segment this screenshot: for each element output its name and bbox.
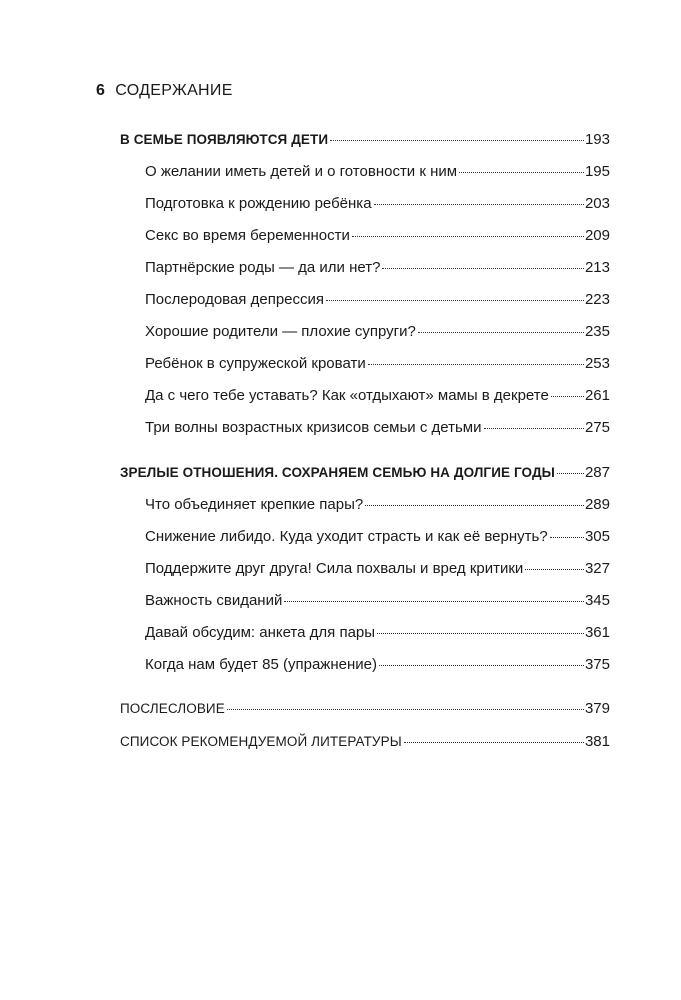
dot-leader [368,364,584,365]
toc-entry-title: Когда нам будет 85 (упражнение) [145,656,377,673]
toc-page-number: 253 [584,355,610,372]
toc-entry[interactable] [145,291,610,309]
toc-entry[interactable] [145,387,610,405]
toc-page-number: 327 [584,560,610,577]
toc-entry[interactable] [145,528,610,546]
toc-page-number: 209 [584,227,610,244]
toc-entry[interactable] [145,496,610,514]
toc-entry[interactable] [145,195,610,213]
dot-leader [557,473,584,474]
toc-entry-title: Секс во время беременности [145,227,350,244]
dot-leader [326,300,584,301]
toc-page-number: 361 [584,624,610,641]
toc-page-number: 345 [584,592,610,609]
toc-page-number: 223 [584,291,610,308]
toc-page-number: 375 [584,656,610,673]
toc-entry[interactable] [145,419,610,437]
toc-entry-title: СПИСОК РЕКОМЕНДУЕМОЙ ЛИТЕРАТУРЫ [120,734,402,749]
toc-entry[interactable] [145,624,610,642]
toc-page-number: 275 [584,419,610,436]
toc-entry[interactable] [145,560,610,578]
toc-entry-title: Три волны возрастных кризисов семьи с детьми [145,419,482,436]
toc-entry-title: ЗРЕЛЫЕ ОТНОШЕНИЯ. СОХРАНЯЕМ СЕМЬЮ НА ДОЛГИЕ ГОДЫ [120,465,555,480]
dot-leader [330,140,584,141]
toc-page-number: 305 [584,528,610,545]
toc-entry-title: О желании иметь детей и о готовности к ним [145,163,458,180]
toc-section-heading[interactable] [120,131,610,149]
dot-leader [551,396,584,397]
toc-page-number: 289 [584,496,610,513]
dot-leader [379,665,584,666]
toc-entry-title: Важность свиданий [145,592,283,609]
toc-entry-title: Поддержите друг друга! Сила похвалы и вред критики [145,560,524,577]
dot-leader [374,204,584,205]
toc-page-number: 193 [584,131,610,148]
toc-page-number: 213 [584,259,610,276]
dot-leader [484,428,584,429]
toc-entry[interactable] [145,163,610,181]
toc-entry[interactable] [145,656,610,674]
toc-entry-title: Ребёнок в супружеской кровати [145,355,366,372]
toc-entry-title: Да с чего тебе уставать? Как «отдыхают» мамы в декрете [145,387,549,404]
dot-leader [459,172,584,173]
dot-leader [377,633,584,634]
dot-leader [418,332,584,333]
dot-leader [550,537,584,538]
toc-entry[interactable] [145,323,610,341]
toc-page-number: 381 [584,733,610,750]
toc-entry-title: Хорошие родители — плохие супруги? [145,323,416,340]
page-title: СОДЕРЖАНИЕ [115,82,233,99]
dot-leader [382,268,584,269]
dot-leader [365,505,584,506]
toc-entry-title: Снижение либидо. Куда уходит страсть и как её вернуть? [145,528,548,545]
dot-leader [352,236,584,237]
toc-page-number: 379 [584,700,610,717]
page-number: 6 [96,82,106,99]
dot-leader [284,601,584,602]
toc-page-number: 203 [584,195,610,212]
toc-entry-title: Партнёрские роды — да или нет? [145,259,381,276]
toc-page-number: 287 [584,464,610,481]
toc-page-number: 195 [584,163,610,180]
toc-entry-title: Давай обсудим: анкета для пары [145,624,376,641]
toc-entry[interactable] [145,227,610,245]
toc-entry-title: Подготовка к рождению ребёнка [145,195,372,212]
toc-afterword[interactable] [120,700,610,718]
toc-entry-title: Послеродовая депрессия [145,291,325,308]
toc-entry-title: ПОСЛЕСЛОВИЕ [120,701,225,716]
dot-leader [404,742,584,743]
toc-page-number: 261 [584,387,610,404]
toc-bibliography[interactable] [120,733,610,751]
toc-entry-title: Что объединяет крепкие пары? [145,496,364,513]
toc-entry[interactable] [145,259,610,277]
toc-entry-title: В СЕМЬЕ ПОЯВЛЯЮТСЯ ДЕТИ [120,132,329,147]
dot-leader [227,709,584,710]
toc-entry[interactable] [145,592,610,610]
toc-page-number: 235 [584,323,610,340]
toc-section-heading[interactable] [120,464,610,482]
page-header [96,82,233,100]
toc-entry[interactable] [145,355,610,373]
dot-leader [525,569,584,570]
